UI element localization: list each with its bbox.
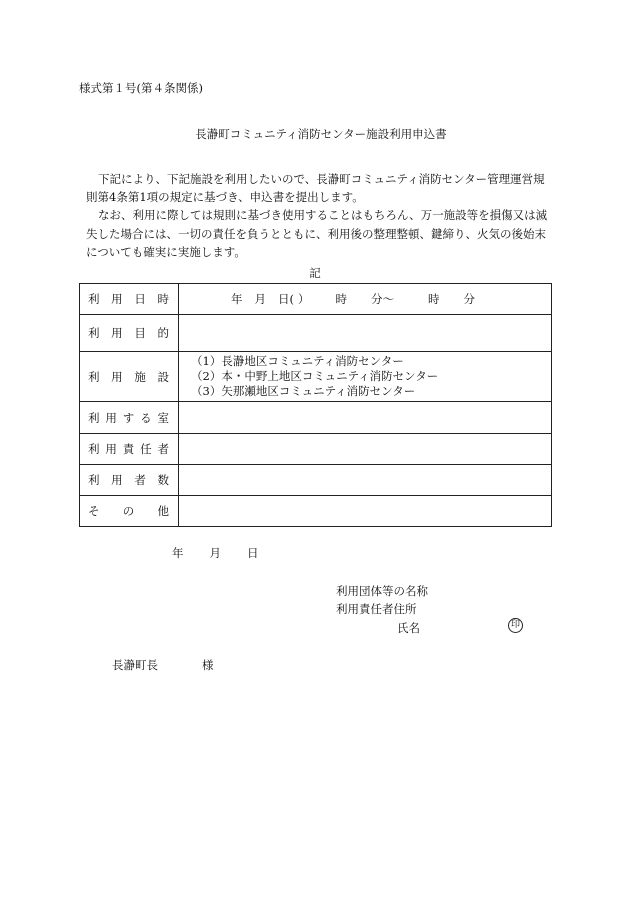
form-number: 様式第１号(第４条関係) [79,81,203,95]
value-facility[interactable] [179,352,552,402]
value-purpose[interactable] [179,315,552,352]
row-other [80,496,552,527]
paragraph-2: なお、利用に際しては規則に基づき使用することはもちろん、万一施設等を損傷又は滅失した場合には、一切の責任を負うとともに、利用後の整理整頓、鍵締り、火気の後始末についても確実に実施します。 [86,208,548,259]
seal-icon: 印 [508,618,523,633]
application-date: 年 月 日 [172,546,259,560]
application-table [79,283,552,527]
row-datetime [80,284,552,315]
facility-option-1[interactable]: （1）長瀞地区コミュニティ消防センター [191,354,404,368]
label-room: 利 用 す る 室 [80,402,179,434]
ki-heading: 記 [309,266,321,280]
document-title: 長瀞町コミュニティ消防センター施設利用申込書 [195,127,447,141]
value-other[interactable] [179,496,552,527]
row-room [80,402,552,434]
name-label: 氏名 [397,621,420,635]
label-responsible: 利 用 責 任 者 [80,434,179,465]
label-datetime: 利 用 日 時 [80,284,179,315]
addressee: 長瀞町長 様 [112,658,214,672]
row-responsible [80,434,552,465]
label-count: 利 用 者 数 [80,465,179,496]
value-responsible[interactable] [179,434,552,465]
label-purpose: 利 用 目 的 [80,315,179,352]
paragraph-1: 下記により、下記施設を利用したいので、長瀞町コミュニティ消防センター管理運営規則第4条第1項の規定に基づき、申込書を提出します。 [86,172,545,205]
facility-option-3[interactable]: （3）矢那瀬地区コミュニティ消防センター [191,384,416,398]
value-room[interactable] [179,402,552,434]
value-datetime[interactable]: 年 月 日( ） 時 分〜 時 分 [179,284,552,315]
body-text [86,170,556,261]
row-facility [80,352,552,402]
facility-option-2[interactable]: （2）本・中野上地区コミュニティ消防センター [191,369,439,383]
row-purpose [80,315,552,352]
value-count[interactable] [179,465,552,496]
label-other: そ の 他 [80,496,179,527]
row-count [80,465,552,496]
org-name-label: 利用団体等の名称 [336,584,428,598]
label-facility: 利 用 施 設 [80,352,179,402]
address-label: 利用責任者住所 [336,602,417,616]
